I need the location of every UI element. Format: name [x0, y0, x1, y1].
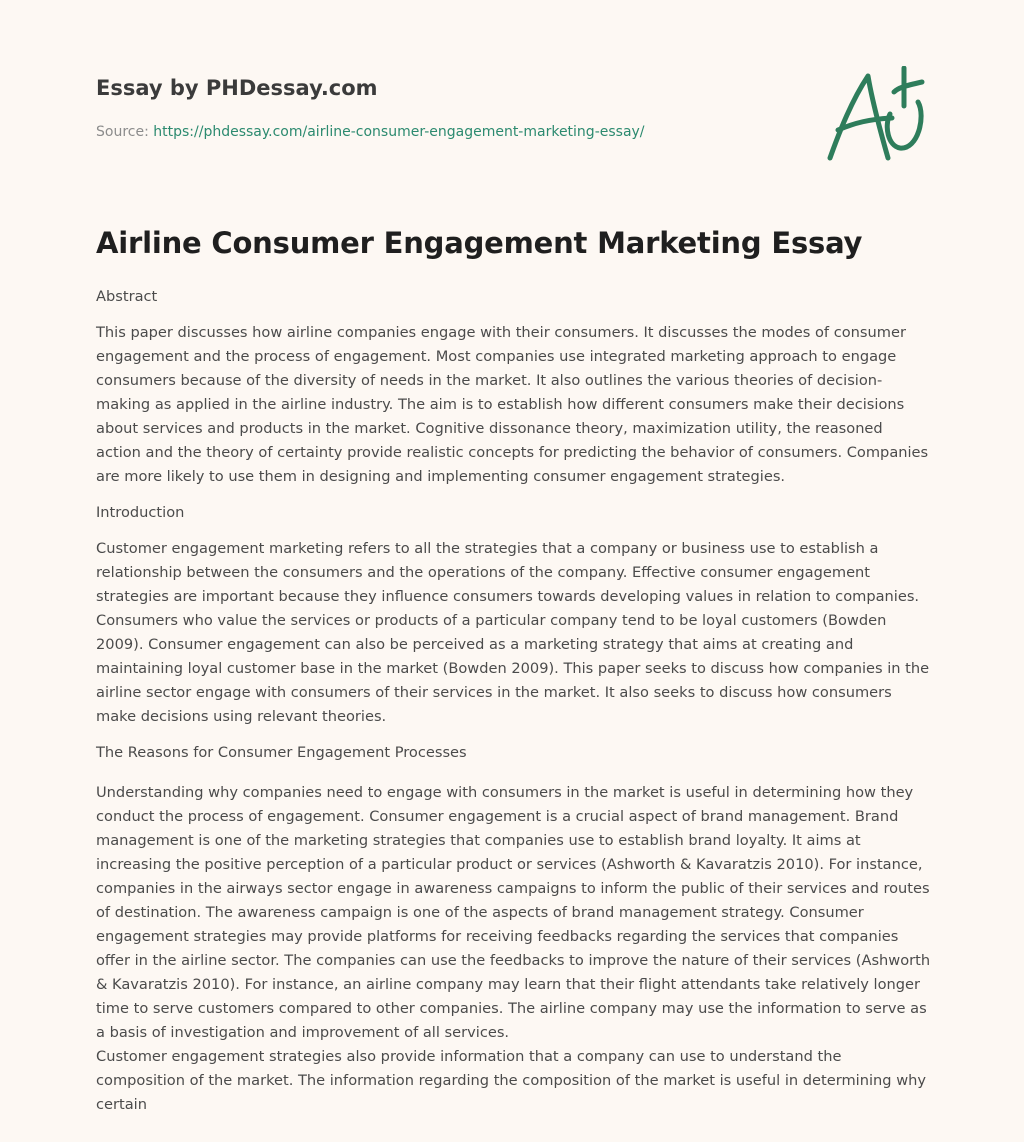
reasons-paragraph-2: Customer engagement strategies also provide information that a company can use to understand the composition of the market. The information regarding the composition of the market is useful in determining why certain — [96, 1048, 927, 1113]
site-brand: Essay by PHDessay.com — [96, 76, 378, 100]
source-link[interactable]: https://phdessay.com/airline-consumer-engagement-marketing-essay/ — [153, 124, 645, 140]
source-line — [96, 124, 645, 140]
a-plus-logo-icon — [824, 66, 928, 166]
essay-title: Airline Consumer Engagement Marketing Essay — [96, 226, 863, 260]
section-heading-introduction: Introduction — [96, 504, 185, 521]
essay-body — [96, 285, 932, 1117]
section-heading-reasons: The Reasons for Consumer Engagement Processes — [96, 744, 467, 761]
reasons-paragraph-1: Understanding why companies need to engage with consumers in the market is useful in determining how they conduct the process of engagement. Consumer engagement is a crucial aspect of brand management. Brand management is one of the marketing strategies that companies use to establish brand loyalty. It aims at increasing the positive perception of a particular product or services (Ashworth & Kavaratzis 2010). For instance, companies in the airways sector engage in awareness campaigns to inform the public of their services and routes of destination. The awareness campaign is one of the aspects of brand management strategy. Consumer engagement strategies may provide platforms for receiving feedbacks regarding the services that companies offer in the airline sector. The companies can use the feedbacks to improve the nature of their services (Ashworth & Kavaratzis 2010). For instance, an airline company may learn that their flight attendants take relatively longer time to serve customers compared to other companies. The airline company may use the information to serve as a basis of investigation and improvement of all services. — [96, 784, 931, 1041]
introduction-paragraph: Customer engagement marketing refers to all the strategies that a company or business use to establish a relationship between the consumers and the operations of the company. Effective consumer engagement strategies are important because they influence consumers towards developing values in relation to companies. Consumers who value the services or products of a particular company tend to be loyal customers (Bowden 2009). Consumer engagement can also be perceived as a marketing strategy that aims at creating and maintaining loyal customer base in the market (Bowden 2009). This paper seeks to discuss how companies in the airline sector engage with consumers of their services in the market. It also seeks to discuss how consumers make decisions using relevant theories. — [96, 540, 930, 725]
abstract-paragraph: This paper discusses how airline companies engage with their consumers. It discusses the modes of consumer engagement and the process of engagement. Most companies use integrated marketing approach to engage consumers because of the diversity of needs in the market. It also outlines the various theories of decision-making as applied in the airline industry. The aim is to establish how different consumers make their decisions about services and products in the market. Cognitive dissonance theory, maximization utility, the reasoned action and the theory of certainty provide realistic concepts for predicting the behavior of consumers. Companies are more likely to use them in designing and implementing consumer engagement strategies. — [96, 324, 929, 485]
section-heading-abstract: Abstract — [96, 288, 158, 305]
source-label: Source: — [96, 124, 149, 140]
